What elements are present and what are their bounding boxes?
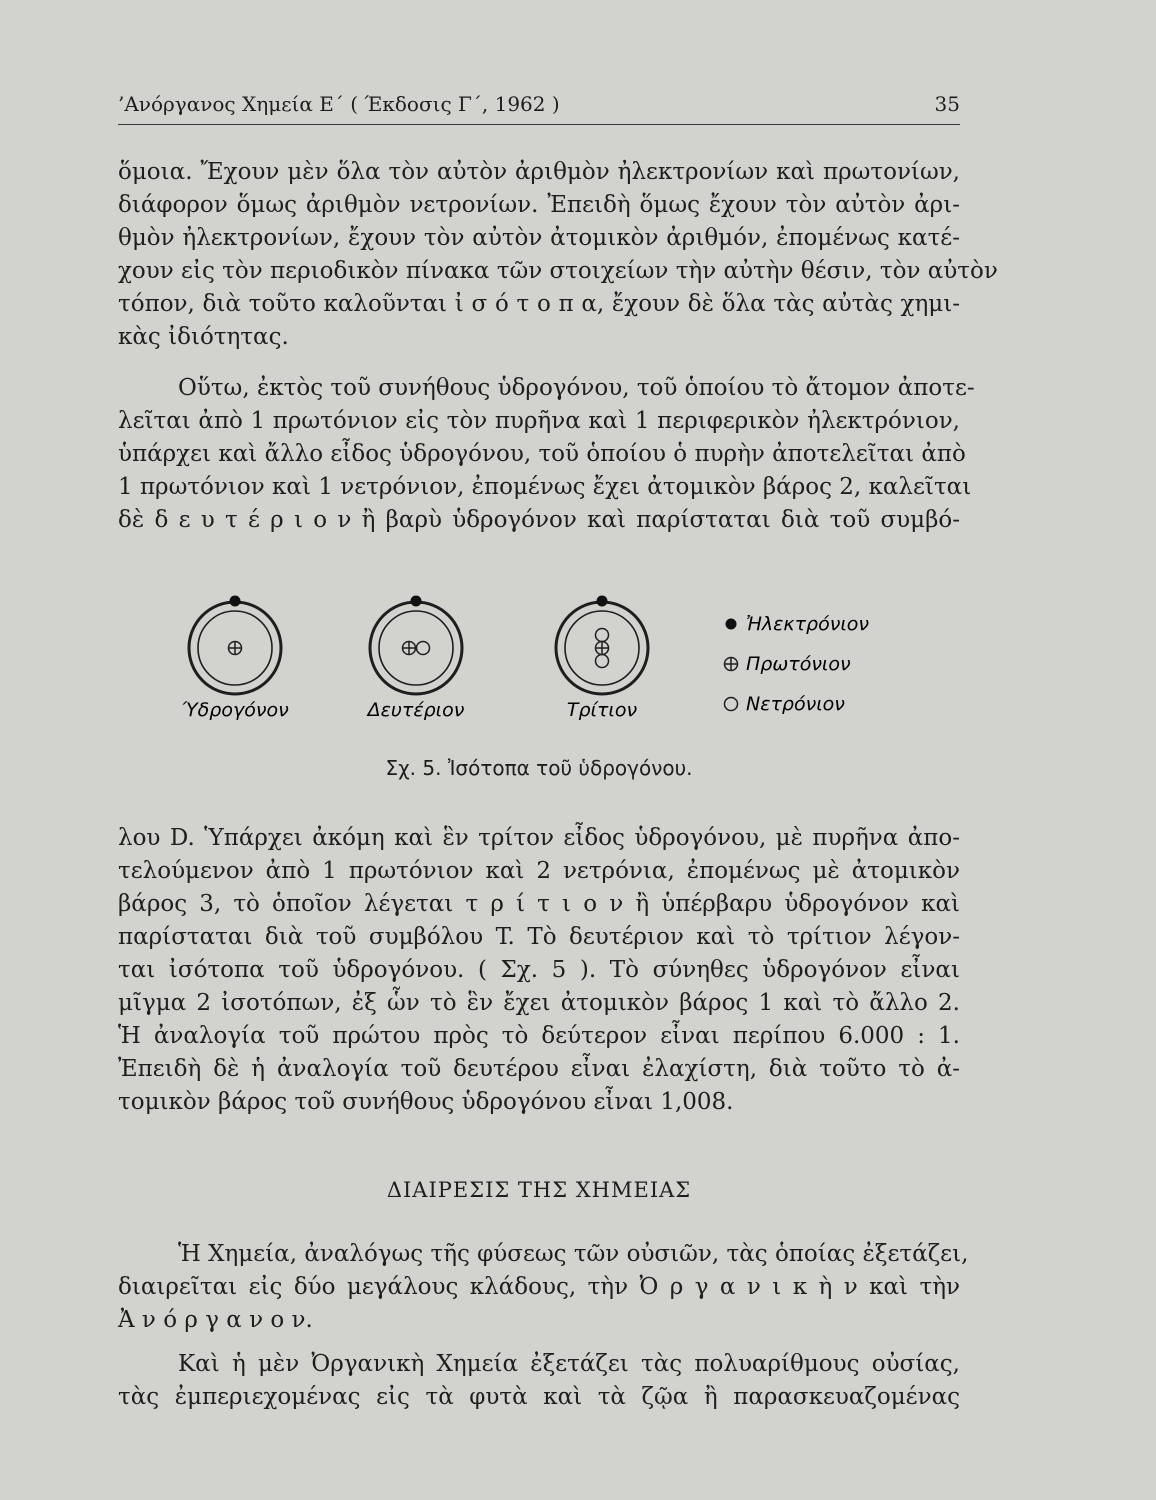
text-line: χουν εἰς τὸν περιοδικὸν πίνακα τῶν στοιχείων τὴν αὐτὴν θέσιν, τὸν αὐτὸν (118, 258, 998, 284)
text-line: ὅμοια. Ἔχουν μὲν ὅλα τὸν αὐτὸν ἀριθμὸν ἠλεκτρονίων καὶ πρωτονίων, (118, 159, 960, 185)
text-line: τομικὸν βάρος τοῦ συνήθους ὑδρογόνου εἶναι 1,008. (118, 1089, 734, 1115)
neutron-symbol (417, 642, 430, 655)
isotopes-figure (118, 588, 960, 788)
running-header (118, 92, 960, 125)
tritium-atom (556, 596, 648, 695)
text-line: Ἡ ἀναλογία τοῦ πρώτου πρὸς τὸ δεύτερον εἶναι περίπου 6.000 : 1. (118, 1023, 960, 1049)
proton-symbol (229, 642, 242, 655)
paragraph-deuterium (118, 372, 975, 537)
text-line: τόπον, διὰ τοῦτο καλοῦνται ἰ σ ό τ ο π α, ἔχουν δὲ ὅλα τὰς αὐτὰς χημι- (118, 291, 960, 317)
hydrogen-atom (189, 596, 281, 695)
legend-proton-label: Πρωτόνιον (746, 653, 851, 675)
text-line: ται ἰσότοπα τοῦ ὑδρογόνου. ( Σχ. 5 ). Τὸ σύνηθες ὑδρογόνον εἶναι (118, 957, 960, 983)
paragraph-organic-chemistry (118, 1348, 960, 1414)
proton-symbol (596, 642, 609, 655)
text-line: διαιρεῖται εἰς δύο μεγάλους κλάδους, τὴν Ὀ ρ γ α ν ι κ ὴ ν καὶ τὴν (118, 1274, 960, 1300)
neutron-symbol (596, 629, 609, 642)
text-line: μῖγμα 2 ἰσοτόπων, ἐξ ὧν τὸ ἓν ἔχει ἀτομικὸν βάρος 1 καὶ τὸ ἄλλο 2. (118, 990, 960, 1016)
caption-text: Ἰσότοπα τοῦ ὑδρογόνου. (447, 756, 693, 780)
page-number: 35 (934, 92, 960, 116)
electron-dot (230, 596, 241, 607)
text-line: λου D. Ὑπάρχει ἀκόμη καὶ ἓν τρίτον εἶδος ὑδρογόνου, μὲ πυρῆνα ἀπο- (118, 825, 960, 851)
paragraph-isotopes-intro (118, 156, 998, 354)
text-line: βάρος 3, τὸ ὁποῖον λέγεται τ ρ ί τ ι ο ν ἢ ὑπέρβαρυ ὑδρογόνον καὶ (118, 891, 960, 917)
label-tritium: Τρίτιον (566, 699, 638, 721)
text-line: τελούμενον ἀπὸ 1 πρωτόνιον καὶ 2 νετρόνια, ἐπομένως μὲ ἀτομικὸν (118, 858, 960, 884)
proton-symbol (403, 642, 416, 655)
text-line: δὲ δ ε υ τ έ ρ ι ο ν ἢ βαρὺ ὑδρογόνον καὶ παρίσταται διὰ τοῦ συμβό- (118, 507, 960, 533)
text-line: θμὸν ἠλεκτρονίων, ἔχουν τὸν αὐτὸν ἀτομικὸν ἀριθμόν, ἐπομένως κατέ- (118, 225, 960, 251)
legend-proton-symbol (725, 658, 738, 671)
legend-neutron-label: Νετρόνιον (746, 693, 845, 715)
isotope-diagram (118, 588, 960, 748)
text-line: παρίσταται διὰ τοῦ συμβόλου T. Τὸ δευτέριον καὶ τὸ τρίτιον λέγον- (118, 924, 960, 950)
text-line: ὑπάρχει καὶ ἄλλο εἶδος ὑδρογόνου, τοῦ ὁποίου ὁ πυρὴν ἀποτελεῖται ἀπὸ (118, 441, 966, 467)
text-line: διάφορον ὅμως ἀριθμὸν νετρονίων. Ἐπειδὴ ὅμως ἔχουν τὸν αὐτὸν ἀρι- (118, 192, 960, 218)
text-line: κὰς ἰδιότητας. (118, 324, 289, 350)
electron-dot (411, 596, 422, 607)
legend-electron-label: Ἠλεκτρόνιον (746, 613, 870, 635)
legend-neutron-symbol (725, 698, 738, 711)
header-title: ’Ανόργανος Χημεία Ε΄ ( Έκδοσις Γ΄, 1962 ) (118, 92, 560, 116)
text-line: Ἐπειδὴ δὲ ἡ ἀναλογία τοῦ δευτέρου εἶναι ἐλαχίστη, διὰ τοῦτο τὸ ἀ- (118, 1056, 960, 1082)
text-line: 1 πρωτόνιον καὶ 1 νετρόνιον, ἐπομένως ἔχει ἀτομικὸν βάρος 2, καλεῖται (118, 474, 972, 500)
neutron-symbol (596, 655, 609, 668)
text-line: Ἀ ν ό ρ γ α ν ο ν. (118, 1307, 313, 1333)
section-heading: ΔΙΑΙΡΕΣΙΣ ΤΗΣ ΧΗΜΕΙΑΣ (386, 1178, 692, 1202)
text-line: Καὶ ἡ μὲν Ὀργανικὴ Χημεία ἐξετάζει τὰς πολυαρίθμους οὐσίας, (178, 1351, 960, 1377)
paragraph-tritium (118, 822, 960, 1119)
text-line: τὰς ἐμπεριεχομένας εἰς τὰ φυτὰ καὶ τὰ ζῷα ἢ παρασκευαζομένας (118, 1384, 960, 1410)
legend-electron-dot (726, 619, 737, 630)
electron-dot (597, 596, 608, 607)
caption-number: Σχ. 5. (385, 756, 442, 780)
paragraph-chemistry-division (118, 1238, 969, 1337)
text-line: λεῖται ἀπὸ 1 πρωτόνιον εἰς τὸν πυρῆνα καὶ 1 περιφερικὸν ἠλεκτρόνιον, (118, 408, 960, 434)
label-hydrogen: Ύδρογόνον (181, 699, 289, 721)
text-line: Οὕτω, ἐκτὸς τοῦ συνήθους ὑδρογόνου, τοῦ ὁποίου τὸ ἄτομον ἀποτε- (178, 375, 975, 401)
label-deuterium: Δευτέριον (367, 699, 465, 721)
figure-caption (118, 756, 960, 780)
deuterium-atom (370, 596, 462, 695)
text-line: Ἡ Χημεία, ἀναλόγως τῆς φύσεως τῶν οὐσιῶν, τὰς ὁποίας ἐξετάζει, (178, 1241, 969, 1267)
